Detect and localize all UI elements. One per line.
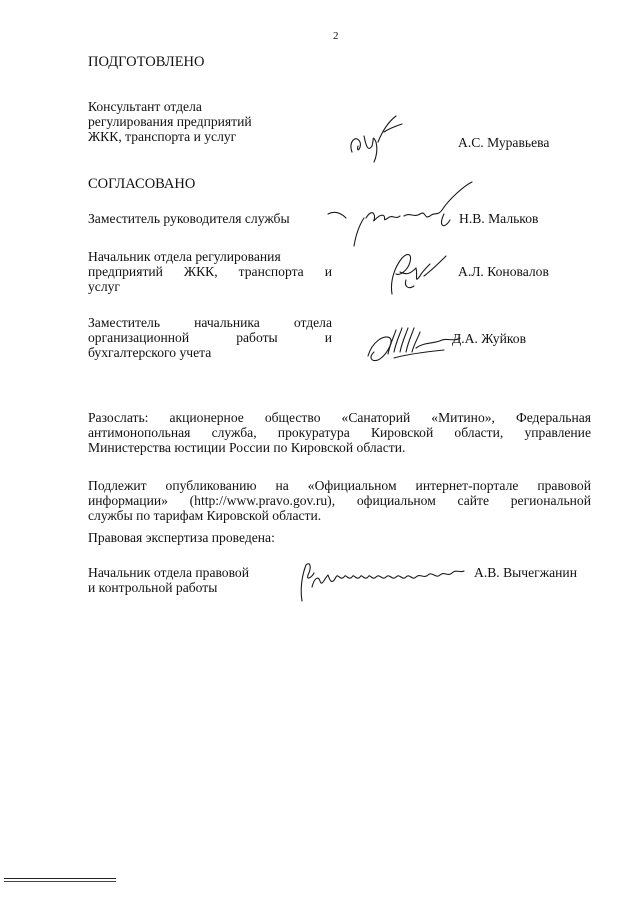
distribution-line: Министерства юстиции России по Кировской области. [88,440,406,455]
distribution-line: Разослать: акционерное общество «Санаторий «Митино», Федеральная [88,410,591,425]
signature-vychegzhanin [296,557,468,605]
agreed-name-1: Н.В. Мальков [459,211,539,226]
role-line: Консультант отдела [88,99,202,114]
agreed-role-2 [88,249,332,294]
agreed-role-1 [88,211,338,226]
role-line: организационной работы и [88,330,332,345]
prepared-role [88,99,338,144]
distribution-block [88,410,591,455]
footer-rule [4,878,116,879]
prepared-heading: ПОДГОТОВЛЕНО [88,54,205,70]
distribution-line: антимонопольная служба, прокуратура Кировской области, управление [88,425,591,440]
role-line: предприятий ЖКК, транспорта и [88,264,332,279]
role-line: услуг [88,279,120,294]
role-line: ЖКК, транспорта и услуг [88,129,237,144]
role-line: Начальник отдела регулирования [88,249,281,264]
signature-zhuykov [364,322,464,366]
page-number: 2 [333,30,339,42]
signature-malkov [326,180,476,252]
agreed-role-3 [88,315,332,360]
publication-line: информации» (http://www.pravo.gov.ru), официальном сайте региональной [88,493,591,508]
publication-line: Подлежит опубликованию на «Официальном интернет-портале правовой [88,478,591,493]
legal-review-name: А.В. Вычегжанин [474,565,577,580]
agreed-name-3: Д.А. Жуйков [452,331,527,346]
agreed-heading: СОГЛАСОВАНО [88,176,196,192]
role-line: и контрольной работы [88,580,218,595]
role-line: Заместитель начальника отдела [88,315,332,330]
legal-review-statement: Правовая экспертиза проведена: [88,530,275,545]
publication-block [88,478,591,523]
signature-konovalov [380,246,450,298]
role-line: регулирования предприятий [88,114,252,129]
signature-muravyeva [346,112,406,164]
role-line: бухгалтерского учета [88,345,212,360]
publication-line: службы по тарифам Кировской области. [88,508,322,523]
role-line: Заместитель руководителя службы [88,211,290,226]
prepared-name: А.С. Муравьева [458,135,550,150]
agreed-name-2: А.Л. Коновалов [458,264,549,279]
role-line: Начальник отдела правовой [88,565,250,580]
footer-rule [4,881,116,882]
